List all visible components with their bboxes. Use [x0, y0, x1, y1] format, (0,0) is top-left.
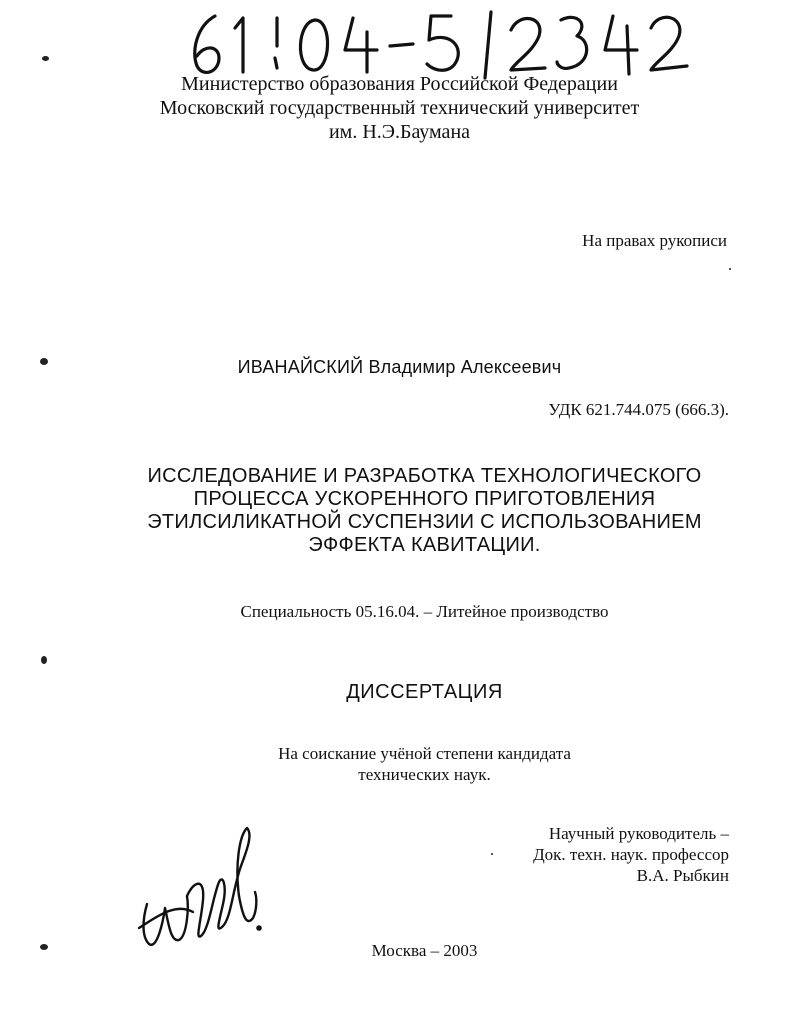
degree-line: На соискание учёной степени кандидата: [278, 744, 571, 763]
rights-note: На правах рукописи: [582, 231, 727, 250]
title-line: ЭФФЕКТА КАВИТАЦИИ.: [308, 534, 541, 556]
scan-mark: [41, 656, 47, 664]
organization-block: [0, 72, 799, 144]
degree-line: технических наук.: [358, 765, 491, 784]
handwritten-registration-number: [185, 6, 705, 80]
degree-statement: [0, 743, 799, 785]
city-year: Москва – 2003: [371, 941, 478, 960]
scan-mark: [40, 944, 48, 950]
author-name: ИВАНАЙСКИЙ Владимир Алексеевич: [237, 357, 562, 377]
supervisor-label: Научный руководитель –: [548, 824, 729, 843]
supervisor-block: [533, 823, 729, 886]
scan-mark: [491, 853, 493, 855]
specialty: Специальность 05.16.04. – Литейное производство: [240, 602, 609, 621]
udk-code: УДК 621.744.075 (666.3).: [548, 400, 729, 419]
scan-mark: [42, 56, 49, 61]
scan-mark: [40, 358, 48, 365]
supervisor-degree: Док. техн. наук. профессор: [533, 845, 729, 864]
handwritten-signature: [135, 826, 270, 951]
ministry-name: Министерство образования Российской Федерации: [181, 73, 618, 95]
title-line: ПРОЦЕССА УСКОРЕННОГО ПРИГОТОВЛЕНИЯ: [193, 488, 656, 510]
document-type: ДИССЕРТАЦИЯ: [346, 681, 503, 703]
scan-mark: [729, 268, 731, 270]
title-line: ЭТИЛСИЛИКАТНОЙ СУСПЕНЗИИ С ИСПОЛЬЗОВАНИЕМ: [147, 511, 702, 533]
supervisor-name: В.А. Рыбкин: [636, 866, 729, 885]
dissertation-title: [0, 465, 799, 557]
university-name: Московский государственный технический университет: [159, 97, 640, 119]
university-honorific: им. Н.Э.Баумана: [328, 121, 471, 143]
title-line: ИССЛЕДОВАНИЕ И РАЗРАБОТКА ТЕХНОЛОГИЧЕСКОГО: [147, 465, 702, 487]
